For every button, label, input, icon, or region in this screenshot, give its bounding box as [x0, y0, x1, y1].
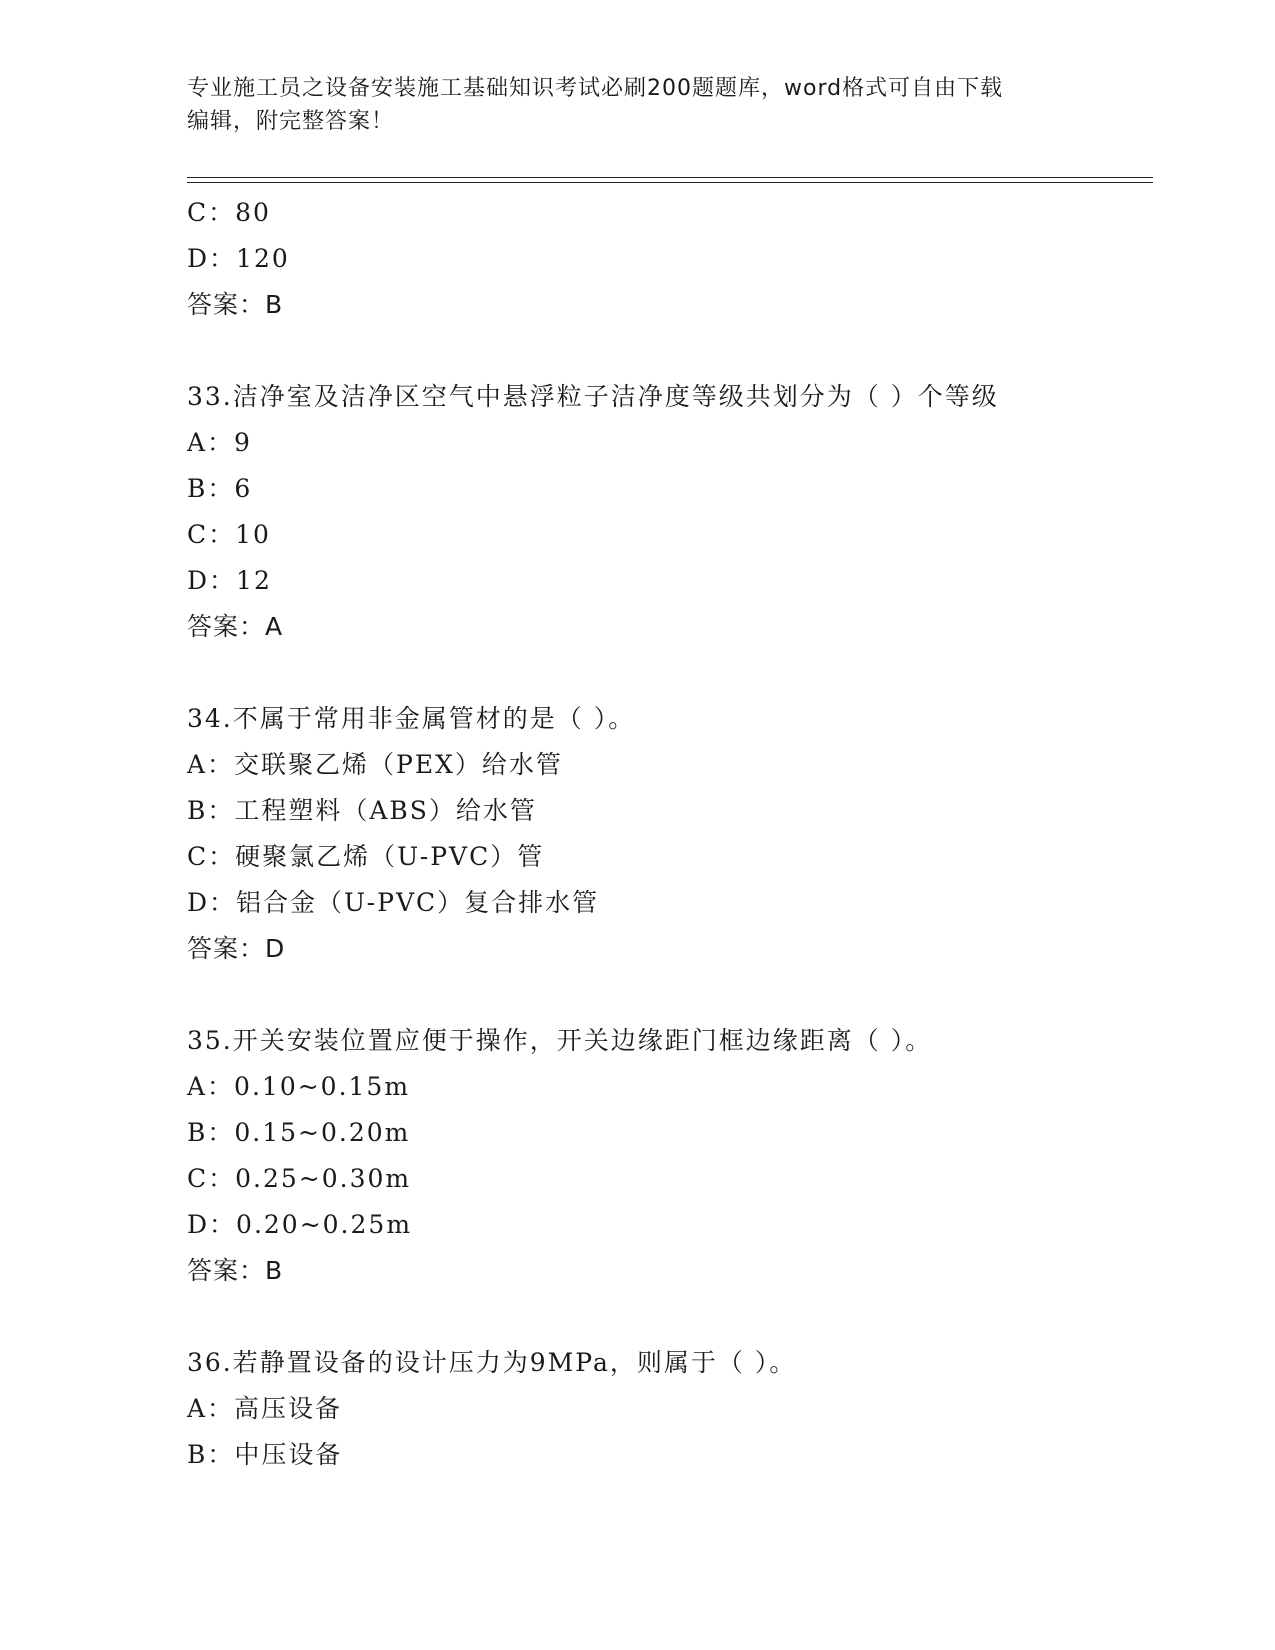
document-header — [187, 72, 1087, 138]
question-33-answer: 答案：A — [187, 612, 284, 641]
question-34-option-b: B：工程塑料（ABS）给水管 — [187, 796, 537, 825]
header-divider-bottom — [187, 182, 1153, 183]
question-35-option-a: A：0.10~0.15m — [187, 1072, 411, 1101]
question-33-option-c: C：10 — [187, 520, 271, 549]
spacer — [187, 972, 1153, 1018]
header-title-line-2: 编辑，附完整答案！ — [187, 109, 395, 134]
spacer — [187, 1294, 1153, 1340]
question-35-answer: 答案：B — [187, 1256, 284, 1285]
question-35-option-b: B：0.15~0.20m — [187, 1118, 411, 1147]
spacer — [187, 650, 1153, 696]
question-33-option-a: A：9 — [187, 428, 252, 457]
header-divider-top — [187, 177, 1153, 178]
question-list — [187, 190, 1153, 1478]
question-33-option-d: D：12 — [187, 566, 272, 595]
question-34-option-c: C：硬聚氯乙烯（U-PVC）管 — [187, 842, 545, 871]
question-33-option-b: B：6 — [187, 474, 253, 503]
question-34-answer: 答案：D — [187, 934, 286, 963]
question-34-option-d: D：铝合金（U-PVC）复合排水管 — [187, 888, 600, 917]
question-35-option-d: D：0.20~0.25m — [187, 1210, 413, 1239]
question-35-text: 35.开关安装位置应便于操作，开关边缘距门框边缘距离（ ）。 — [187, 1026, 933, 1055]
question-36-option-b: B：中压设备 — [187, 1440, 343, 1469]
question-36-option-a: A：高压设备 — [187, 1394, 343, 1423]
option-c: C：80 — [187, 198, 271, 227]
question-34-option-a: A：交联聚乙烯（PEX）给水管 — [187, 750, 563, 779]
question-33-text: 33.洁净室及洁净区空气中悬浮粒子洁净度等级共划分为（ ）个等级 — [187, 382, 999, 411]
header-title-line-1: 专业施工员之设备安装施工基础知识考试必刷200题题库，word格式可自由下载 — [187, 76, 1004, 101]
question-35-option-c: C：0.25~0.30m — [187, 1164, 412, 1193]
answer-line: 答案：B — [187, 290, 284, 319]
option-d: D：120 — [187, 244, 290, 273]
question-36-text: 36.若静置设备的设计压力为9MPa，则属于（ ）。 — [187, 1348, 797, 1377]
question-34-text: 34.不属于常用非金属管材的是（ ）。 — [187, 704, 636, 733]
spacer — [187, 328, 1153, 374]
